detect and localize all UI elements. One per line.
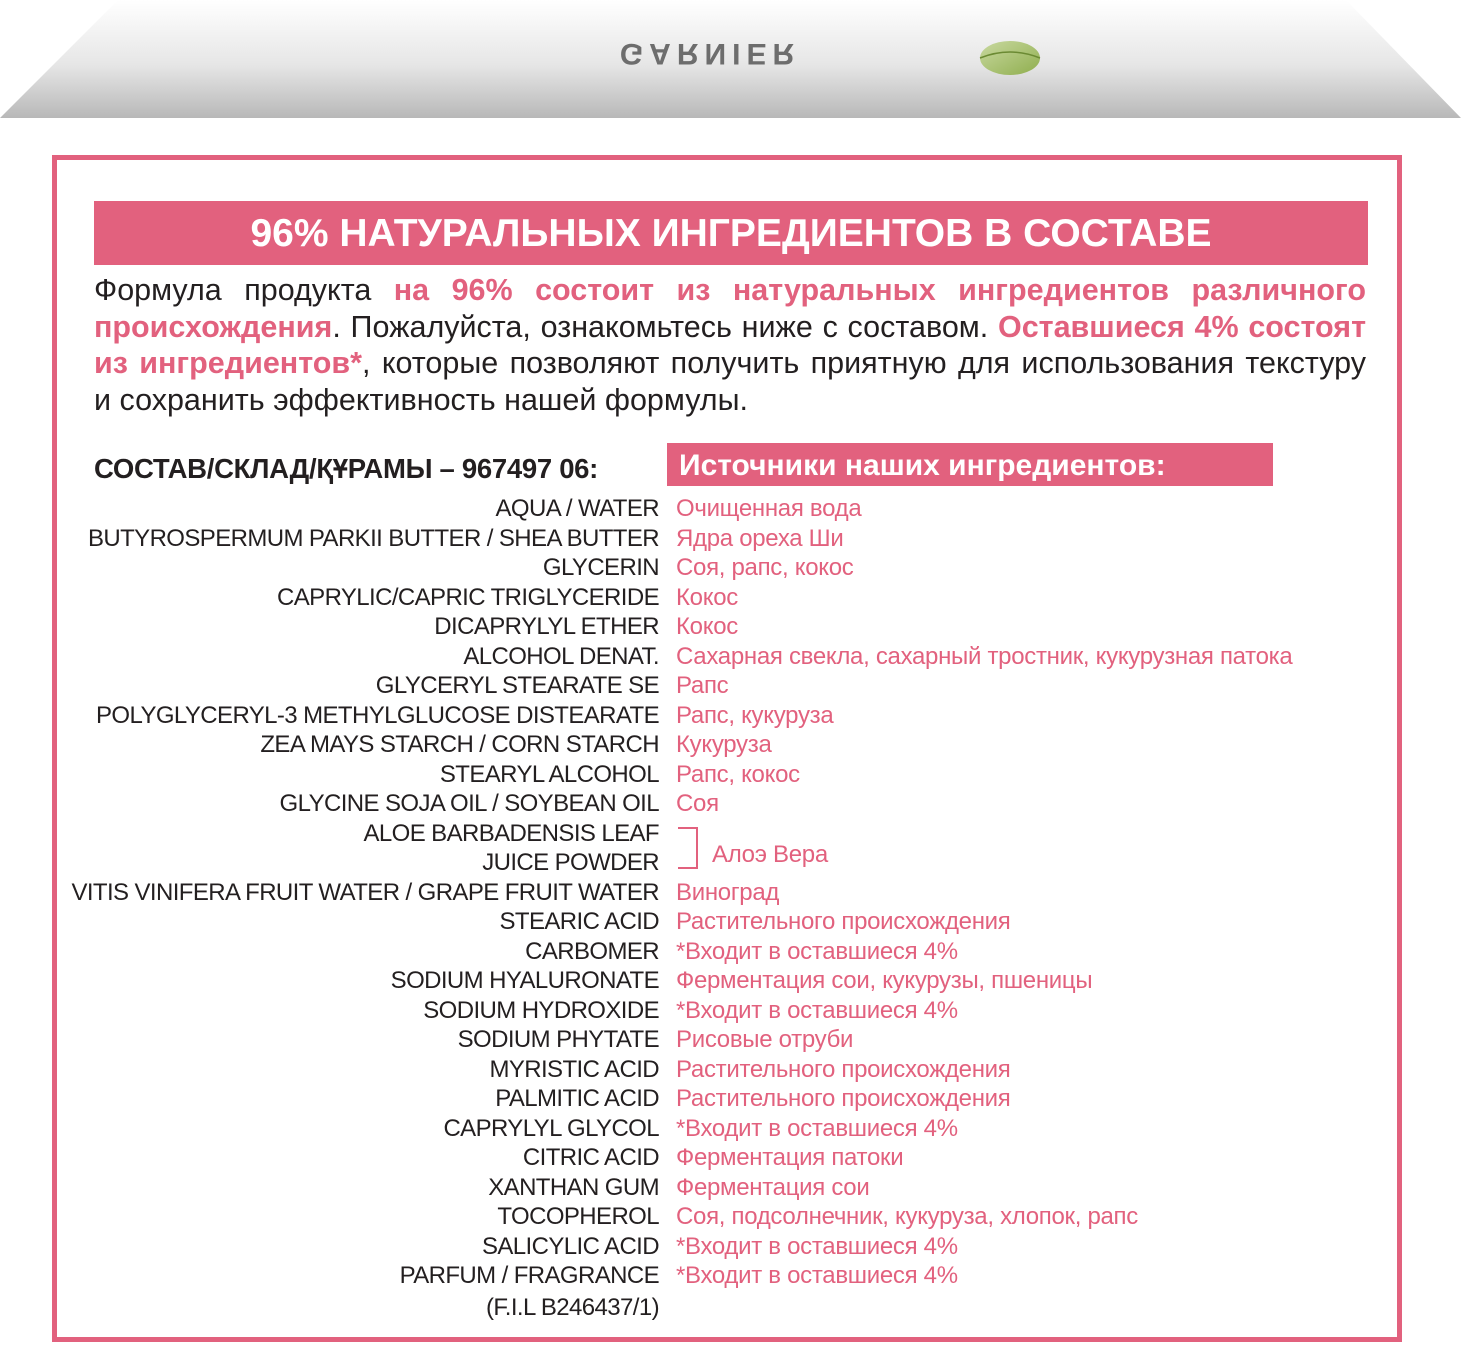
ingredient-source: Виноград (676, 879, 780, 906)
ingredient-source: Растительного происхождения (676, 1056, 1011, 1083)
ingredient-source: Очищенная вода (676, 495, 862, 522)
ingredient-source: *Входит в оставшиеся 4% (676, 1262, 958, 1289)
ingredient-name: MYRISTIC ACID (489, 1056, 659, 1083)
ingredient-name: VITIS VINIFERA FRUIT WATER / GRAPE FRUIT WATER (71, 879, 659, 906)
intro-text-2: . Пожалуйста, ознакомьтесь ниже с составом. (332, 309, 998, 344)
brand-logo-mirrored (410, 38, 1010, 68)
ingredient-name: SODIUM PHYTATE (457, 1026, 659, 1053)
ingredient-name: GLYCERIN (542, 554, 659, 581)
ingredient-source: Сахарная свекла, сахарный тростник, кукурузная патока (676, 643, 1293, 670)
composition-header: СОСТАВ/СКЛАД/ҚҰРАМЫ – 967497 06: (94, 453, 599, 484)
ingredient-name: CITRIC ACID (522, 1144, 659, 1171)
ingredient-source: Кокос (676, 613, 738, 640)
aloe-source: Алоэ Вера (712, 841, 828, 868)
ingredient-source: *Входит в оставшиеся 4% (676, 1233, 958, 1260)
batch-code: (F.I.L B246437/1) (485, 1294, 659, 1321)
ingredient-source: Соя, рапс, кокос (676, 554, 854, 581)
ingredient-source: *Входит в оставшиеся 4% (676, 1115, 958, 1142)
ingredient-name: SALICYLIC ACID (481, 1233, 659, 1260)
ingredient-name: XANTHAN GUM (488, 1174, 659, 1201)
ingredient-source: Ядра ореха Ши (676, 525, 844, 552)
ingredient-source: *Входит в оставшиеся 4% (676, 997, 958, 1024)
sources-header: Источники наших ингредиентов: (667, 443, 1273, 486)
ingredient-source: Ферментация сои (676, 1174, 870, 1201)
ingredient-name: CAPRYLIC/CAPRIC TRIGLYCERIDE (277, 584, 659, 611)
ingredient-name: GLYCERYL STEARATE SE (375, 672, 659, 699)
natural-ingredients-banner: 96% НАТУРАЛЬНЫХ ИНГРЕДИЕНТОВ В СОСТАВЕ (94, 201, 1368, 265)
ingredient-name: PALMITIC ACID (495, 1085, 659, 1112)
ingredient-name: PARFUM / FRAGRANCE (399, 1262, 659, 1289)
ingredient-name: ALCOHOL DENAT. (463, 643, 659, 670)
ingredient-name: GLYCINE SOJA OIL / SOYBEAN OIL (279, 790, 659, 817)
ingredient-source: *Входит в оставшиеся 4% (676, 938, 958, 965)
ingredient-name: TOCOPHEROL (497, 1203, 659, 1230)
ingredient-name: AQUA / WATER (495, 495, 659, 522)
intro-paragraph (94, 272, 1366, 418)
ingredient-name: ALOE BARBADENSIS LEAF (363, 820, 659, 847)
ingredient-name: SODIUM HYDROXIDE (423, 997, 659, 1024)
ingredient-name: CAPRYLYL GLYCOL (443, 1115, 659, 1142)
ingredient-source: Кукуруза (676, 731, 772, 758)
ingredient-source: Рапс, кокос (676, 761, 800, 788)
ingredient-source: Рапс (676, 672, 729, 699)
ingredient-source: Соя (676, 790, 719, 817)
ingredient-source: Соя, подсолнечник, кукуруза, хлопок, рапс (676, 1203, 1138, 1230)
ingredient-source: Ферментация патоки (676, 1144, 904, 1171)
ingredient-name: DICAPRYLYL ETHER (434, 613, 659, 640)
ingredient-source: Кокос (676, 584, 738, 611)
ingredient-name: ZEA MAYS STARCH / CORN STARCH (260, 731, 659, 758)
intro-highlight-1: на 96% состоит из натуральных ингредиентов различного происхождения (94, 273, 1366, 344)
intro-text-3: , которые позволяют получить приятную для использования текстуру и сохранить эффективность нашей формулы. (94, 346, 1366, 417)
ingredient-source: Ферментация сои, кукурузы, пшеницы (676, 967, 1093, 994)
ingredient-name: STEARYL ALCOHOL (439, 761, 659, 788)
aloe-bracket (678, 827, 698, 869)
ingredient-source: Рапс, кукуруза (676, 702, 834, 729)
ingredient-name: POLYGLYCERYL-3 METHYLGLUCOSE DISTEARATE (96, 702, 659, 729)
brand-name: GARNIER (619, 37, 801, 70)
ingredient-source: Растительного происхождения (676, 908, 1011, 935)
intro-text-1: Формула продукта (94, 273, 394, 307)
ingredient-source: Растительного происхождения (676, 1085, 1011, 1112)
ingredient-name: BUTYROSPERMUM PARKII BUTTER / SHEA BUTTER (87, 525, 659, 552)
intro-highlight-2: Оставшиеся 4% состоят из ингредиентов* (94, 309, 1367, 380)
ingredient-name: STEARIC ACID (499, 908, 659, 935)
ingredient-name: SODIUM HYALURONATE (390, 967, 659, 994)
ingredient-source: Рисовые отруби (676, 1026, 854, 1053)
ingredient-name: JUICE POWDER (482, 849, 659, 876)
ingredient-name: CARBOMER (525, 938, 659, 965)
